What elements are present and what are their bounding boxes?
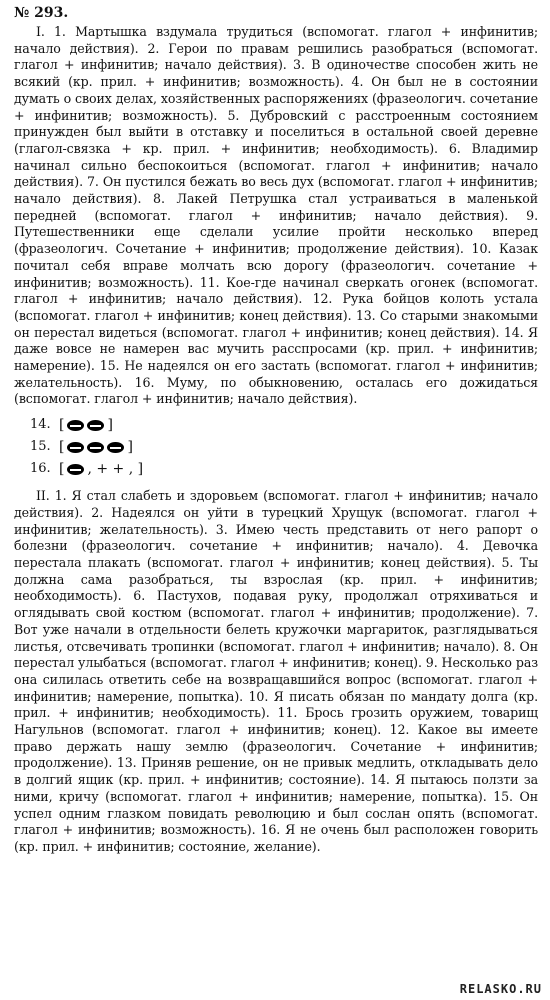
sentence-schemes [14, 414, 538, 480]
scheme-number: 16. [30, 461, 51, 477]
scheme-15: 15. [ ] [30, 436, 538, 458]
scheme-tail: ] [127, 439, 133, 456]
oval-icon [87, 420, 104, 431]
scheme-tail: ] [107, 417, 113, 434]
scheme-14: 14. [ ] [30, 414, 538, 436]
oval-icon [107, 442, 124, 453]
section-one-text: I. 1. Мартышка вздумала трудиться (вспомогат. глагол + инфинитив; начало действия). 2. Герои по правам решились разобраться (вспомогат. глагол + инфинитив; начало действия). 3. В одиночестве способен жить не всякий (кр. прил. + инфинитив; возможность). 4. Он был не в состоянии думать о своих делах, хозяйственных распоряжениях (фразеологич. сочетание + инфинитив; возможность). 5. Дубровский с расстроенным состоянием принужден был выйти в отставку и поселиться в остальной своей деревне (глагол-связка + кр. прил. + инфинитив; необходимость). 6. Владимир начинал сильно беспокоиться (вспомогат. глагол + инфинитив; начало действия). 7. Он пустился бежать во весь дух (вспомогат. глагол + инфинитив; начало действия). 8. Лакей Петрушка стал устраиваться в маленькой передней (вспомогат. глагол + инфинитив; начало действия). 9. Путешественники еще сделали усилие пройти несколько вперед (фразеологич. Сочетание + инфинитив; продолжение действия). 10. Казак почитал себя вправе молчать всю дорогу (фразеологич. сочетание + инфинитив; возможность). 11. Кое-где начинал сверкать огонек (вспомогат. глагол + инфинитив; начало действия). 12. Рука бойцов колоть устала (вспомогат. глагол + инфинитив; конец действия). 13. Со старыми знакомыми он перестал видеться (вспомогат. глагол + инфинитив; конец действия). 14. Я даже вовсе не намерен вас мучить расспросами (кр. прил. + инфинитив; намерение). 15. Не надеялся он его застать (вспомогат. глагол + инфинитив; желательность). 16. Муму, по обыкновению, осталась его дожидаться (вспомогат. глагол + инфинитив; начало действия). [14, 24, 538, 407]
site-watermark: RELASKO.RU [459, 982, 542, 996]
exercise-number: № 293. [14, 5, 69, 21]
oval-icon [67, 464, 84, 475]
oval-icon [67, 420, 84, 431]
scheme-number: 14. [30, 417, 51, 433]
scheme-number: 15. [30, 439, 51, 455]
scheme-16: 16. [ , + + , ] [30, 458, 538, 480]
scheme-tail: , + + , ] [87, 461, 144, 478]
oval-icon [87, 442, 104, 453]
section-two-text: II. 1. Я стал слабеть и здоровьем (вспомогат. глагол + инфинитив; начало действия). 2. Надеялся он уйти в турецкий Хрущук (вспомогат. глагол + инфинитив; желательность). 3. Имею честь представить от него рапорт о болезни (фразеологич. сочетание + инфинитив; начало). 4. Девочка перестала плакать (вспомогат. глагол + инфинитив; конец действия). 5. Ты должна сама разобраться, ты взрослая (кр. прил. + инфинитив; необходимость). 6. Пастухов, подавая руку, продолжал отряхиваться и оглядывать свой костюм (вспомогат. глагол + инфинитив; продолжение). 7. Вот уже начали в отдельности белеть кружочки маргариток, разглядываться листья, отсвечивать тропинки (вспомогат. глагол + инфинитив; начало). 8. Он перестал улыбаться (вспомогат. глагол + инфинитив; конец). 9. Несколько раз она силилась ответить себе на возвращавшийся вопрос (вспомогат. глагол + инфинитив; намерение, попытка). 10. Я писать обязан по мандату долга (кр. прил. + инфинитив; необходимость). 11. Брось грозить оружием, товарищ Нагульнов (вспомогат. глагол + инфинитив; конец). 12. Какое вы имеете право держать нашу землю (фразеологич. Сочетание + инфинитив; продолжение). 13. Приняв решение, он не привык медлить, откладывать дело в долгий ящик (кр. прил. + инфинитив; состояние). 14. Я пытаюсь ползти за ними, кричу (вспомогат. глагол + инфинитив; намерение, попытка). 15. Он успел одним глазком повидать революцию и был сослан опять (вспомогат. глагол + инфинитив; возможность). 16. Я не очень был расположен говорить (кр. прил. + инфинитив; состояние, желание). [14, 488, 538, 854]
oval-icon [67, 442, 84, 453]
